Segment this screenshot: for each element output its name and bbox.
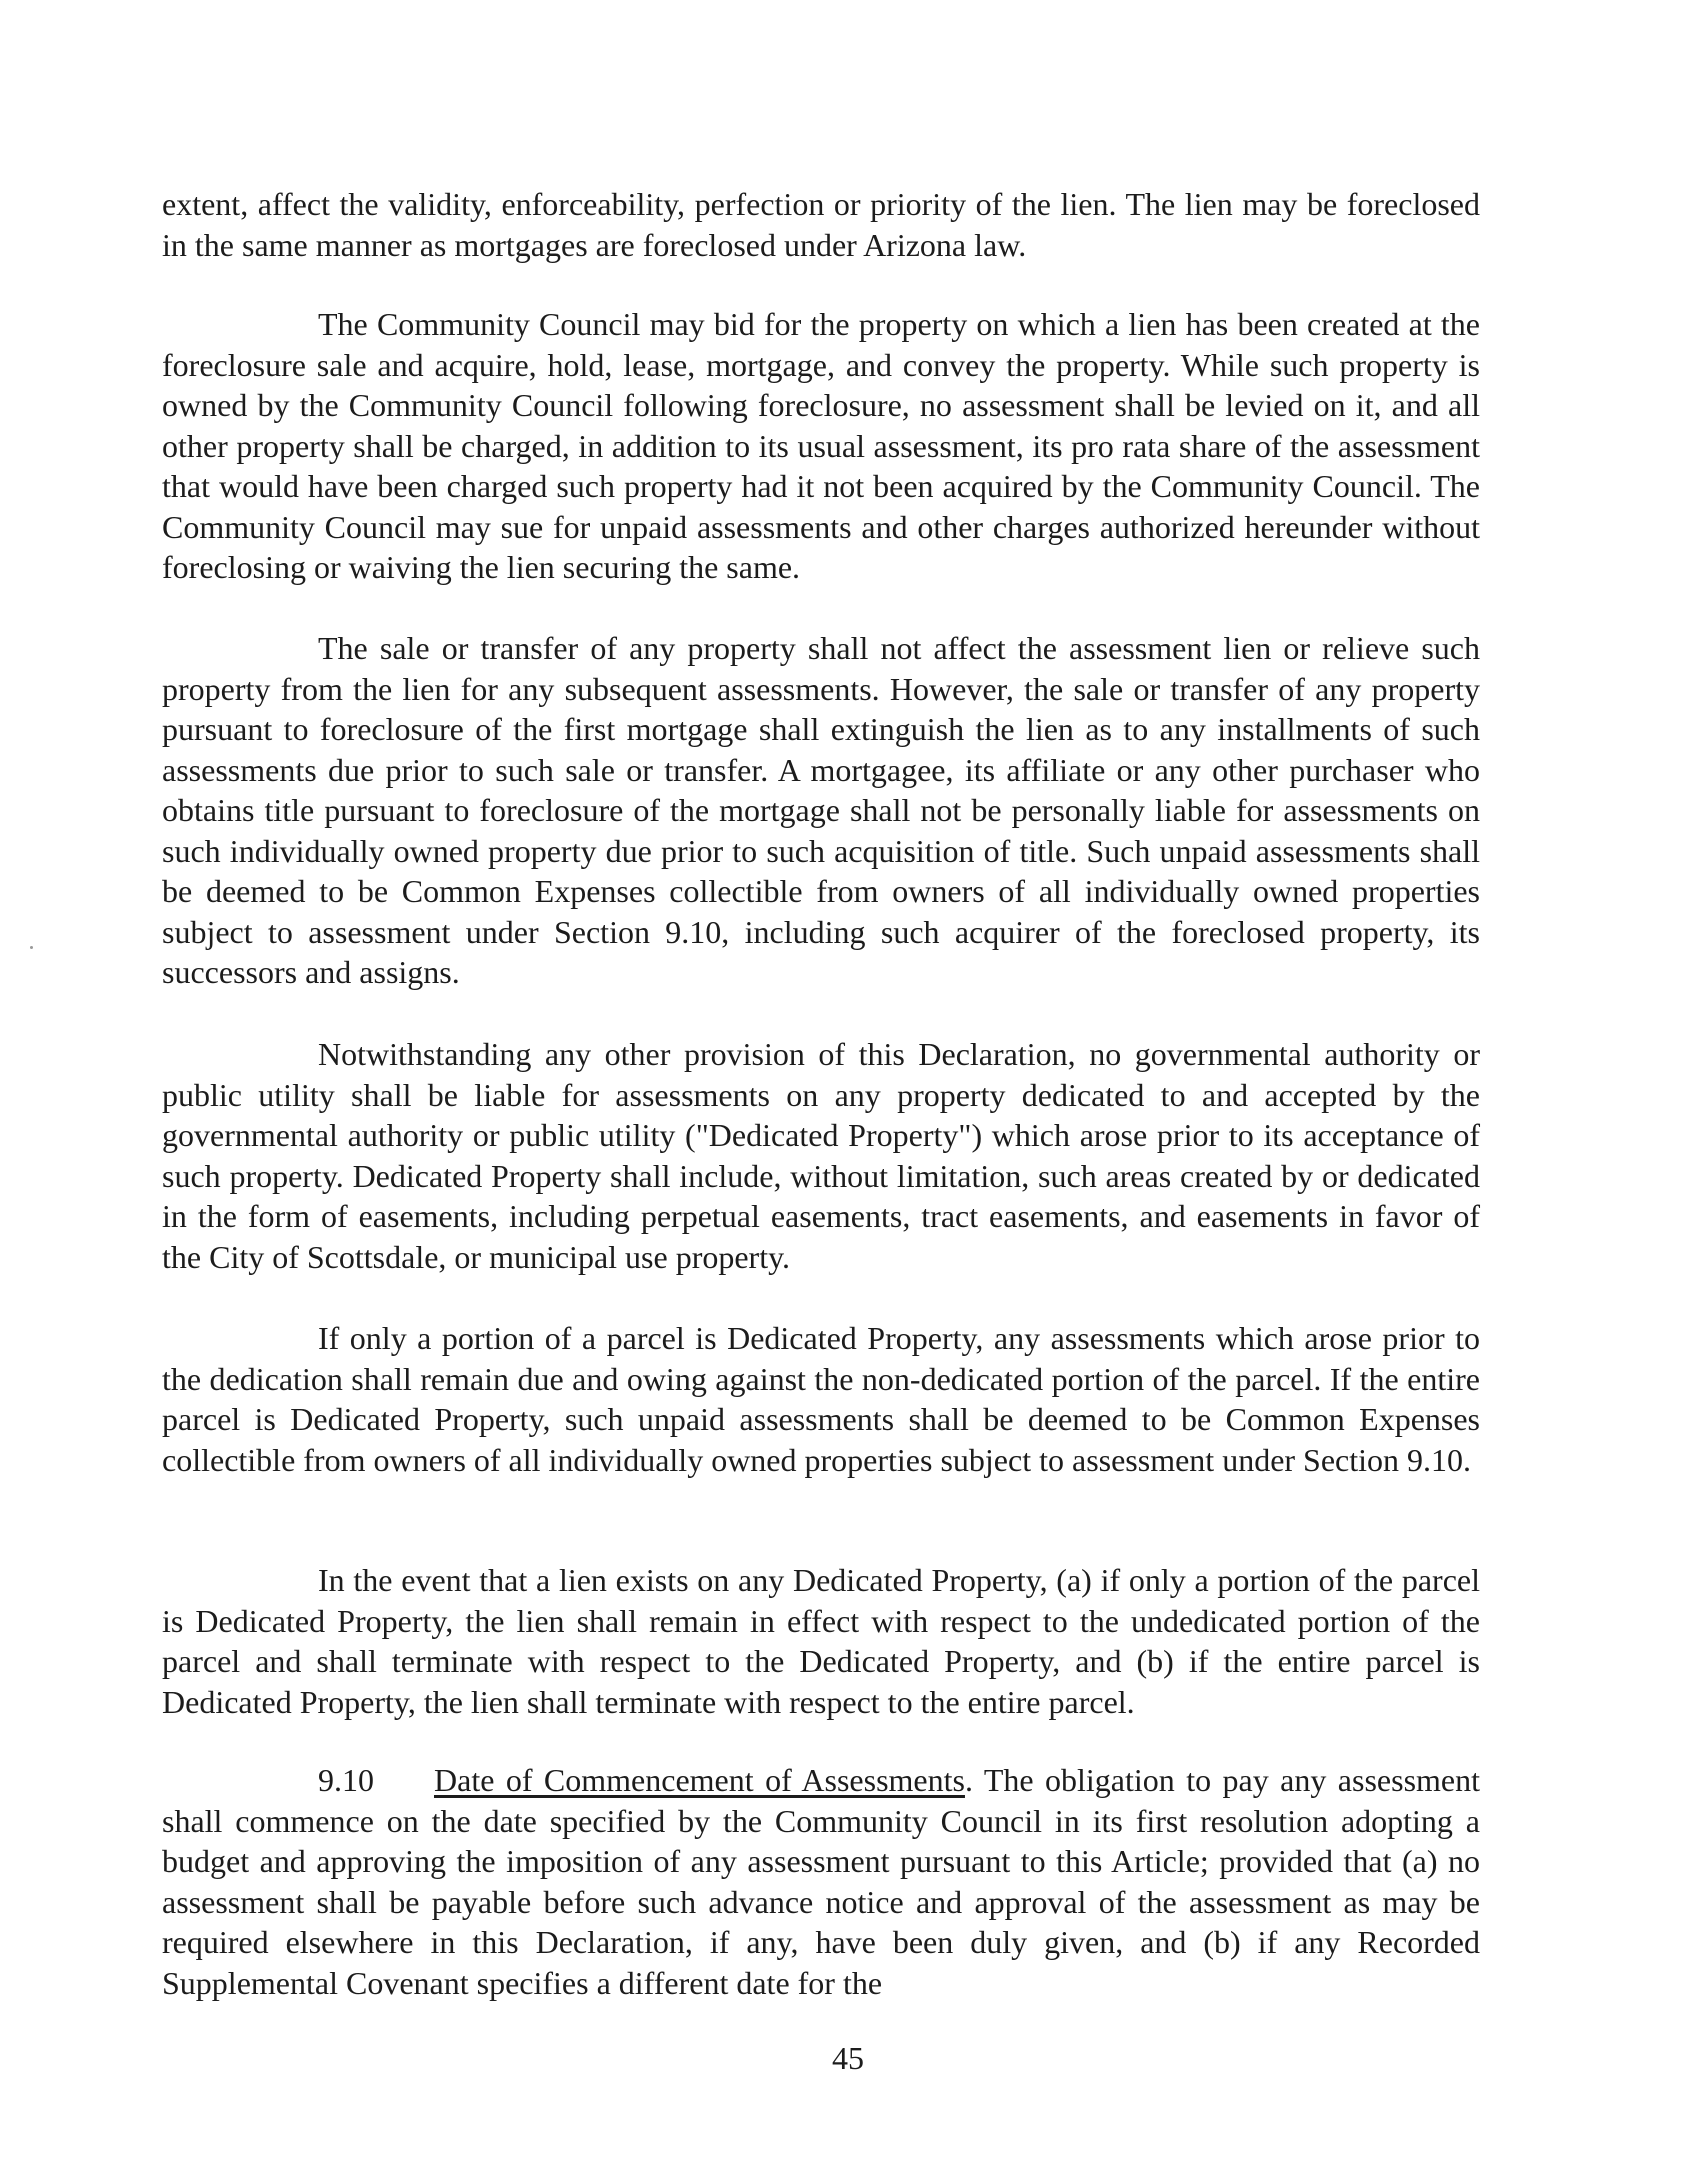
paragraph-text: Notwithstanding any other provision of this Declaration, no governmental authority or public utility shall be liable for assessments on any property dedicated to and accepted by the governmental authority or public utility ("Dedicated Property") which arose prior to its acceptance of such property. Dedicated Property shall include, without limitation, such areas created by or dedicated in the form of easements, including perpetual easements, tract easements, and easements in favor of the City of Scottsdale, or municipal use property. [162,1036,1480,1275]
paragraph-community-council-bid [162,304,1480,588]
paragraph-text: The sale or transfer of any property shall not affect the assessment lien or relieve such property from the lien for any subsequent assessments. However, the sale or transfer of any property pursuant to foreclosure of the first mortgage shall extinguish the lien as to any installments of such assessments due prior to such sale or transfer. A mortgagee, its affiliate or any other purchaser who obtains title pursuant to foreclosure of the mortgage shall not be personally liable for assessments on such individually owned property due prior to such acquisition of title. Such unpaid assessments shall be deemed to be Common Expenses collectible from owners of all individually owned properties subject to assessment under Section 9.10, including such acquirer of the foreclosed property, its successors and assigns. [162,630,1480,990]
paragraph-text: The Community Council may bid for the property on which a lien has been created at the foreclosure sale and acquire, hold, lease, mortgage, and convey the property. While such property is owned by the Community Council following foreclosure, no assessment shall be levied on it, and all other property shall be charged, in addition to its usual assessment, its pro rata share of the assessment that would have been charged such property had it not been acquired by the Community Council. The Community Council may sue for unpaid assessments and other charges authorized hereunder without foreclosing or waiving the lien securing the same. [162,306,1480,585]
paragraph-lien-foreclosure [162,184,1480,265]
section-title: Date of Commencement of Assessments [434,1762,965,1798]
paragraph-dedicated-property [162,1034,1480,1277]
scan-artifact-dot [30,946,33,949]
paragraph-lien-on-dedicated-property [162,1560,1480,1722]
section-number: 9.10 [318,1762,374,1798]
paragraph-text: In the event that a lien exists on any Dedicated Property, (a) if only a portion of the parcel is Dedicated Property, the lien shall remain in effect with respect to the undedicated portion of the parcel and shall terminate with respect to the Dedicated Property, and (b) if the entire parcel is Dedicated Property, the lien shall terminate with respect to the entire parcel. [162,1562,1480,1720]
paragraph-sale-or-transfer [162,628,1480,993]
page-number: 45 [832,2040,864,2076]
paragraph-text: extent, affect the validity, enforceability, perfection or priority of the lien. The lien may be foreclosed in the same manner as mortgages are foreclosed under Arizona law. [162,186,1480,263]
section-paragraph [162,1760,1480,2003]
section-9-10 [162,1760,1480,2003]
section-body: . The obligation to pay any assessment shall commence on the date specified by the Community Council in its first resolution adopting a budget and approving the imposition of any assessment pursuant to this Article; provided that (a) no assessment shall be payable before such advance notice and approval of the assessment as may be required elsewhere in this Declaration, if any, have been duly given, and (b) if any Recorded Supplemental Covenant specifies a different date for the [162,1762,1481,2001]
paragraph-portion-dedicated [162,1318,1480,1480]
paragraph-text: If only a portion of a parcel is Dedicated Property, any assessments which arose prior to the dedication shall remain due and owing against the non-dedicated portion of the parcel. If the entire parcel is Dedicated Property, such unpaid assessments shall be deemed to be Common Expenses collectible from owners of all individually owned properties subject to assessment under Section 9.10. [162,1320,1480,1478]
